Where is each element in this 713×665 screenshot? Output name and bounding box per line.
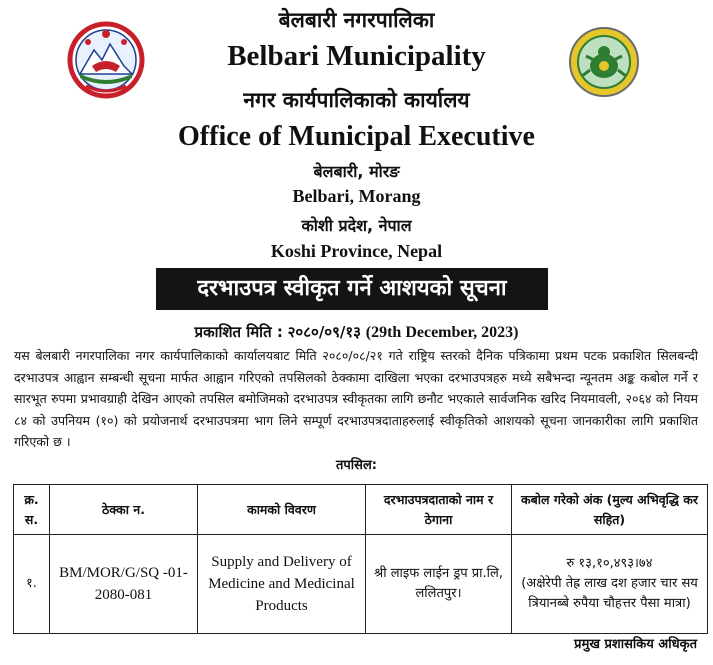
cell-sn: १. (14, 535, 50, 634)
location-np: बेलबारी, मोरङ (313, 162, 400, 181)
published-date-label: प्रकाशित मिति : (194, 323, 283, 341)
published-date (0, 322, 713, 342)
cell-amount (512, 535, 708, 634)
table-row (14, 535, 708, 634)
municipality-name-en: Belbari Municipality (227, 40, 486, 72)
notice-title-banner: दरभाउपत्र स्वीकृत गर्ने आशयको सूचना (156, 268, 548, 310)
cell-work-description: Supply and Delivery of Medicine and Medicinal Products (198, 535, 366, 634)
table-header-row (14, 485, 708, 535)
province-en: Koshi Province, Nepal (270, 241, 443, 261)
header-sn: क्र. स. (14, 485, 50, 535)
amount-figure: रु १३,१०,४९३।७४ (566, 556, 653, 571)
published-date-np: २०८०/०९/१३ (287, 323, 361, 341)
notice-body: यस बेलबारी नगरपालिका नगर कार्यपालिकाको कार्यालयबाट मिति २०८०/०८/२१ गते राष्ट्रिय स्तरको दैनिक पत्रिकामा प्रथम पटक प्रकाशित सिलबन्दी दरभाउपत्र आह्वान सम्बन्धी सूचना मार्फत आह्वान गरिएको तपसिलको ठेक्कामा दाखिला भएका दरभाउपत्रहरु मध्ये सबैभन्दा न्यूनतम अङ्क कबोल गर्ने र सारभूत रुपमा प्रभावग्राही देखिन आएको तपसिल बमोजिमको दरभाउपत्र स्वीकृतका लागि छनौट भएकाले सार्वजनिक खरिद नियमावली, २०६४ को नियम ८४ को उपनियम (१०) को प्रयोजनार्थ दरभाउपत्रमा भाग लिने सम्पूर्ण दरभाउपत्रदाताहरुलाई स्वीकृतिको आशयको सूचना जानकारीका लागि प्रकाशित गरिएको छ । (14, 348, 698, 449)
signature-title: प्रमुख प्रशासकिय अधिकृत (574, 637, 697, 652)
header-amount: कबोल गरेको अंक (मुल्य अभिवृद्धि कर सहित) (512, 485, 708, 535)
province-np: कोशी प्रदेश, नेपाल (301, 216, 412, 235)
cell-bidder: श्री लाइफ लाईन ड्रप प्रा.लि, ललितपुर। (366, 535, 512, 634)
amount-words: (अक्षेरेपी तेह्र लाख दश हजार चार सय त्रियानब्बे रुपैया चौहत्तर पैसा मात्रा) (521, 576, 698, 611)
contract-table (13, 484, 708, 634)
header-bidder: दरभाउपत्रदाताको नाम र ठेगाना (366, 485, 512, 535)
municipality-name-np: बेलबारी नगरपालिका (278, 8, 435, 32)
office-name-en: Office of Municipal Executive (178, 121, 535, 152)
header-contract-no: ठेक्का न. (50, 485, 198, 535)
details-label: तपसिल: (336, 458, 377, 473)
office-name-np: नगर कार्यपालिकाको कार्यालय (243, 88, 470, 112)
published-date-en: (29th December, 2023) (365, 324, 519, 341)
location-en: Belbari, Morang (292, 186, 421, 206)
cell-contract-no: BM/MOR/G/SQ -01-2080-081 (50, 535, 198, 634)
header-work-description: कामको विवरण (198, 485, 366, 535)
